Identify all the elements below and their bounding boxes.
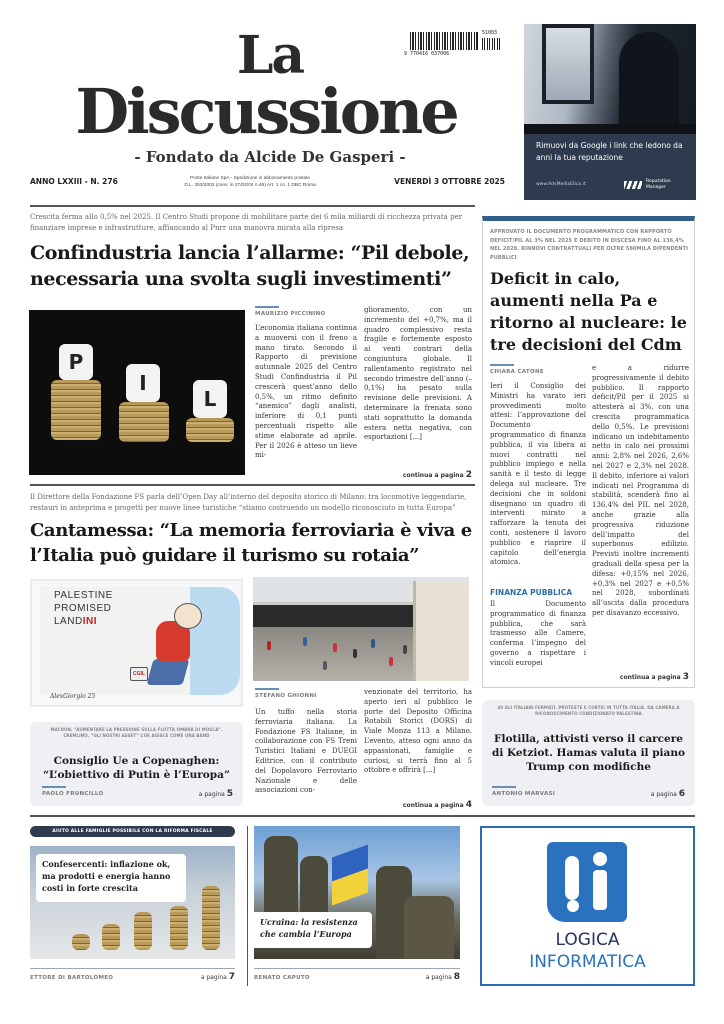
continue-label: continua a pagina [402,802,464,809]
page-label: a pagina [200,974,227,981]
photo-person [371,639,375,648]
ad-photo [524,24,696,134]
reputation-manager-logo-icon [624,181,642,189]
cartoon-background [190,587,240,695]
lead-headline[interactable]: Confindustria lancia l’allarme: “Pil debole, necessaria una svolta sugli investimenti” [30,242,470,290]
lead-kicker: Crescita ferma allo 0,5% nel 2025. Il Centro Studi propone di mobilitare parte dei 6 mila miliardi di ricchezza privata per finanziare imprese e infrastrutture, affiancando al Pnrr una manovra mirata alla ripresa [30,213,463,232]
confesercenti-headline: Confesercenti: inflazione ok, ma prodotti e energia hanno costi in forte crescita [36,854,186,902]
cartoon-line-3b: INI [82,616,97,627]
die-letter: I [126,364,160,402]
flotilla-box[interactable] [482,700,695,806]
copenaghen-page-link[interactable] [199,789,233,800]
masthead-subtitle: - Fondato da Alcide De Gasperi - [134,148,406,166]
cantamessa-headline[interactable]: Cantamessa: “La memoria ferroviaria è viva e l’Italia può guidare il turismo su rotaia” [30,520,472,566]
logica-line-2: INFORMATICA [529,952,646,972]
cartoon-image [30,579,243,707]
photo-soldier [404,896,454,959]
cdm-headline[interactable]: Deficit in calo, aumenti nella Pa e ritorno al nucleare: le tre decisioni del Cdm [490,269,687,354]
barcode [404,30,504,60]
lead-byline: MAURIZIO PICCININO [255,311,326,317]
lead-body-col1: L’economia italiana continua a muoversi con il freno a mano tirato. Secondo il Rapporto di previsione autunnale 2025 del Centro Studi Confindustria il Pil crescerà quest’anno dello 0,5%, un ritmo definito “anemico” dagli analisti, inferiore di 0,1 punti percentuali rispetto alle stime elaborate ad aprile. Per il 2026 è atteso un lieve mi- [255,324,357,460]
byline-bar [490,364,514,366]
photo-soldier [264,836,298,912]
photo-locomotives [253,605,413,627]
ad-url[interactable]: www.AdvMediaEtica.it [536,182,586,187]
photo-person [353,649,357,658]
cartoon-line-1: PALESTINE [54,590,113,601]
cdm-byline: CHIARA CATONE [490,369,544,375]
copenaghen-byline: PAOLO FRUNCILLO [42,791,104,797]
photo-person [303,637,307,646]
coin-stack [170,906,188,950]
continue-page: 3 [682,672,689,682]
cartoon-line-3a: LAND [54,616,83,627]
confesercenti-page-link[interactable] [170,972,235,983]
die-letter: P [59,344,93,380]
issue-date: VENERDÌ 3 OTTOBRE 2025 [394,177,505,186]
logica-logo-icon [547,842,627,922]
lead-body-col2: glioramento, con un incremento del +0,7%, ma il quadro complessivo resta fragile e fortemente esposto ai venti contrari della congiuntura globale. Il rallentamento registrato nel secondo trimestre dell’anno (–0,1%) ha pesato sulla revisione delle previsioni. A determinare la frenata sono stati soprattutto la domanda estera netta negativa, con esportazioni [...] [364,306,472,442]
logo-dot [567,900,579,912]
ad-person-silhouette [619,32,679,132]
barcode-addon-bars [482,38,502,50]
cdm-body-col1b: Il Documento programmatico di finanza pubblica, che sarà trasmesso alle Camere, conferma l’impegno del governo a rispettare i vincoli europei [490,600,586,667]
cartoon-bucket: CGIL [130,667,148,681]
cantamessa-body-col2: venzionate del territorio, ha aperto ieri al pubblico le porte del Deposito Officina Rotabili Storici (DORS) di Viale Monza 113 a Milano. L’evento, atteso ogni anno da appassionati, famiglie e curiosi, si terrà fino al 5 ottobre e offrirà [...] [364,688,472,775]
issue-number: ANNO LXXIII - N. 276 [30,177,118,186]
flotilla-headline: Flotilla, attivisti verso il carcere di Ketziot. Hamas valuta il piano Trump con modifiche [492,733,685,773]
logo-l-shape [565,856,579,900]
masthead-la: La [236,25,304,86]
die-letter: L [193,380,227,418]
photo-person [333,643,337,652]
postal-line-2: D.L. 353/2003 (conv. in 27/02/04 n.46) Art. 1 co. 1 DBC Roma [184,183,316,188]
divider [30,205,475,207]
divider [30,968,235,969]
divider [30,815,695,817]
cantamessa-body-col1: Un tuffo nella storia ferroviaria italiana. La Fondazione FS Italiane, in collaborazione con FS Treni Turistici Italiani e DUEGI Editrice, con il contributo del Dopolavoro Ferroviario Nazionale e delle associazioni con- [255,708,357,795]
byline-bar [255,688,279,690]
continue-page: 4 [465,800,472,810]
flotilla-kicker: 40 GLI ITALIANI FERMATI. PROTESTE E CORTEI IN TUTTA ITALIA. DA CAMERA A RICONOSCIMENTO CONDIZIONATO PALESTINA [497,705,680,716]
barcode-bars [410,32,478,50]
reputation-ad[interactable] [524,24,696,200]
logo-dot [593,852,607,866]
photo-building [413,581,469,681]
cartoon-graffiti [54,589,113,628]
cdm-body-col1: Ieri il Consiglio dei Ministri ha varato ieri provvedimenti molto attesi: l’approvazione del Documento programmatico di finanza pubblica, il via libera ai nuovi contratti nel pubblico impiego e nella sanità e il testo di legge delega sul nucleare. Tre decisioni che in soldoni disegnano un quadro di interventi mirato a rafforzare la tenuta dei conti, sostenere il lavoro pubblico e riaprire il capitolo dell’energia atomica. [490,382,586,567]
page-label: a pagina [425,974,452,981]
byline-bar [492,786,516,788]
coin-stack [202,886,220,950]
continue-label: continua a pagina [402,472,464,479]
vertical-divider [247,826,248,986]
ad-brand [624,179,682,190]
cdm-kicker: APPROVATO IL DOCUMENTO PROGRAMMATICO CON RAPPORTO DEFICIT/PIL AL 3% NEL 2025 E DEBITO IN DISCESA FINO AL 136,4% NEL 2028. RINNOVI CONTRATTUALI PER OLTRE 580MILA DIPENDENTI PUBBLICI [490,229,689,261]
postal-info [150,175,350,189]
page-number: 5 [226,789,233,799]
ad-brand-name: Reputation Manager [646,179,671,190]
cantamessa-kicker: Il Direttore della Fondazione FS parla dell’Open Day all’interno del deposito storico di Milano: tra locomotive leggendarie, restauri in anteprima e progetti per nuove linee turistiche “stiamo costruendo un modello riconosciuto in tutta Europa” [30,493,467,512]
divider [254,968,460,969]
coin-stack [134,912,152,950]
photo-ground [253,627,413,681]
coin-stack [72,934,90,950]
copenaghen-headline: Consiglio Ue a Copenaghen: “L’obiettivo di Putin è l’Europa” [42,755,230,781]
train-depot-photo [253,577,469,681]
page-number: 7 [228,972,235,982]
flotilla-page-link[interactable] [651,789,685,800]
logica-line-1: LOGICA [555,930,620,950]
ukraine-photo[interactable] [254,826,460,959]
photo-person [323,661,327,670]
divider [30,484,475,486]
ucraina-byline: RENATO CAPUTO [254,975,310,981]
cantamessa-continue-link[interactable] [364,800,472,811]
copenaghen-box[interactable] [30,722,243,806]
cdm-body-col2: e a ridurre progressivamente il debito pubblico. Il rapporto deficit/Pil per il 2025 si attesterà al 3%, con una crescita programmatica dello 0,5%. Le previsioni indicano un indebitamento netto in calo nei prossimi anni: 2,8% nel 2026, 2,6% nel 2027 e 2,3% nel 2028. Il debito, inferiore ai valori indicati nel Programma di stabilità, scenderà fino al 136,4% del PIL nel 2028, anche grazie alla progressiva riduzione dell’impatto del superbonus edilizio. Previsti inoltre incrementi graduali della spesa per la difesa: +0,15% nel 2026, +0,3% nel 2027 e +0,5% nel 2028, subordinati all’uscita dalla procedura per disavanzo eccessivo. [592,364,689,617]
photo-person [403,645,407,654]
cdm-section-label: FINANZA PUBBLICA [490,588,573,597]
barcode-addon: 51003 [482,30,498,36]
page-number: 6 [678,789,685,799]
byline-bar [42,786,66,788]
ad-text: Rimuovi da Google i link che ledono da anni la tua reputazione [536,141,683,162]
coin-stack [102,924,120,950]
continue-label: continua a pagina [619,674,681,681]
pil-photo [29,310,245,475]
page-label: a pagina [198,791,225,798]
photo-person [389,657,393,666]
ucraina-page-link[interactable] [395,972,460,983]
ad-window [542,24,594,104]
copenaghen-kicker: MACRON, “AUMENTARE LA PRESSIONE SULLA FLOTTA OMBRA DI MOSCA”. CREMLINO, “GLI NOSTRI ASSET” L’UE AGISCE COME UNA BAND [50,727,223,738]
continue-page: 2 [465,470,472,480]
photo-person [267,641,271,650]
logica-informatica-ad[interactable] [480,826,695,986]
coin-stack [119,402,169,442]
confesercenti-byline: ETTORE DI BARTOLOMEO [30,975,114,981]
lead-continue-link[interactable] [364,470,472,481]
cantamessa-byline: STEFANO GHIONNI [255,693,317,699]
confesercenti-pill: AIUTO ALLE FAMIGLIE POSSIBILE CON LA RIFORMA FISCALE [30,826,235,837]
cartoon-figure-head [174,603,202,629]
page-label: a pagina [650,791,677,798]
masthead-title: Discussione [75,75,457,148]
cartoon-figure-legs [147,659,190,685]
flotilla-byline: ANTONIO MARVASI [492,791,556,797]
cartoon-signature: AlexGiorgio 25 [50,693,96,700]
page-number: 8 [453,972,460,982]
ucraina-headline: Ucraina: la resistenza che cambia l’Europa [254,912,372,948]
byline-bar [255,306,279,308]
logo-i-shape [593,870,607,910]
confesercenti-photo[interactable] [30,846,235,959]
barcode-number: 9 770416 037006 [404,51,450,57]
coin-stack [186,418,234,442]
postal-line-1: Poste Italiane SpA - Spedizione in abbonamento postale [190,176,310,181]
cartoon-line-2: PROMISED [54,603,112,614]
photo-soldier [300,856,328,912]
coin-stack [51,380,101,440]
cdm-continue-link[interactable] [592,672,689,683]
ad-desk [524,124,696,134]
